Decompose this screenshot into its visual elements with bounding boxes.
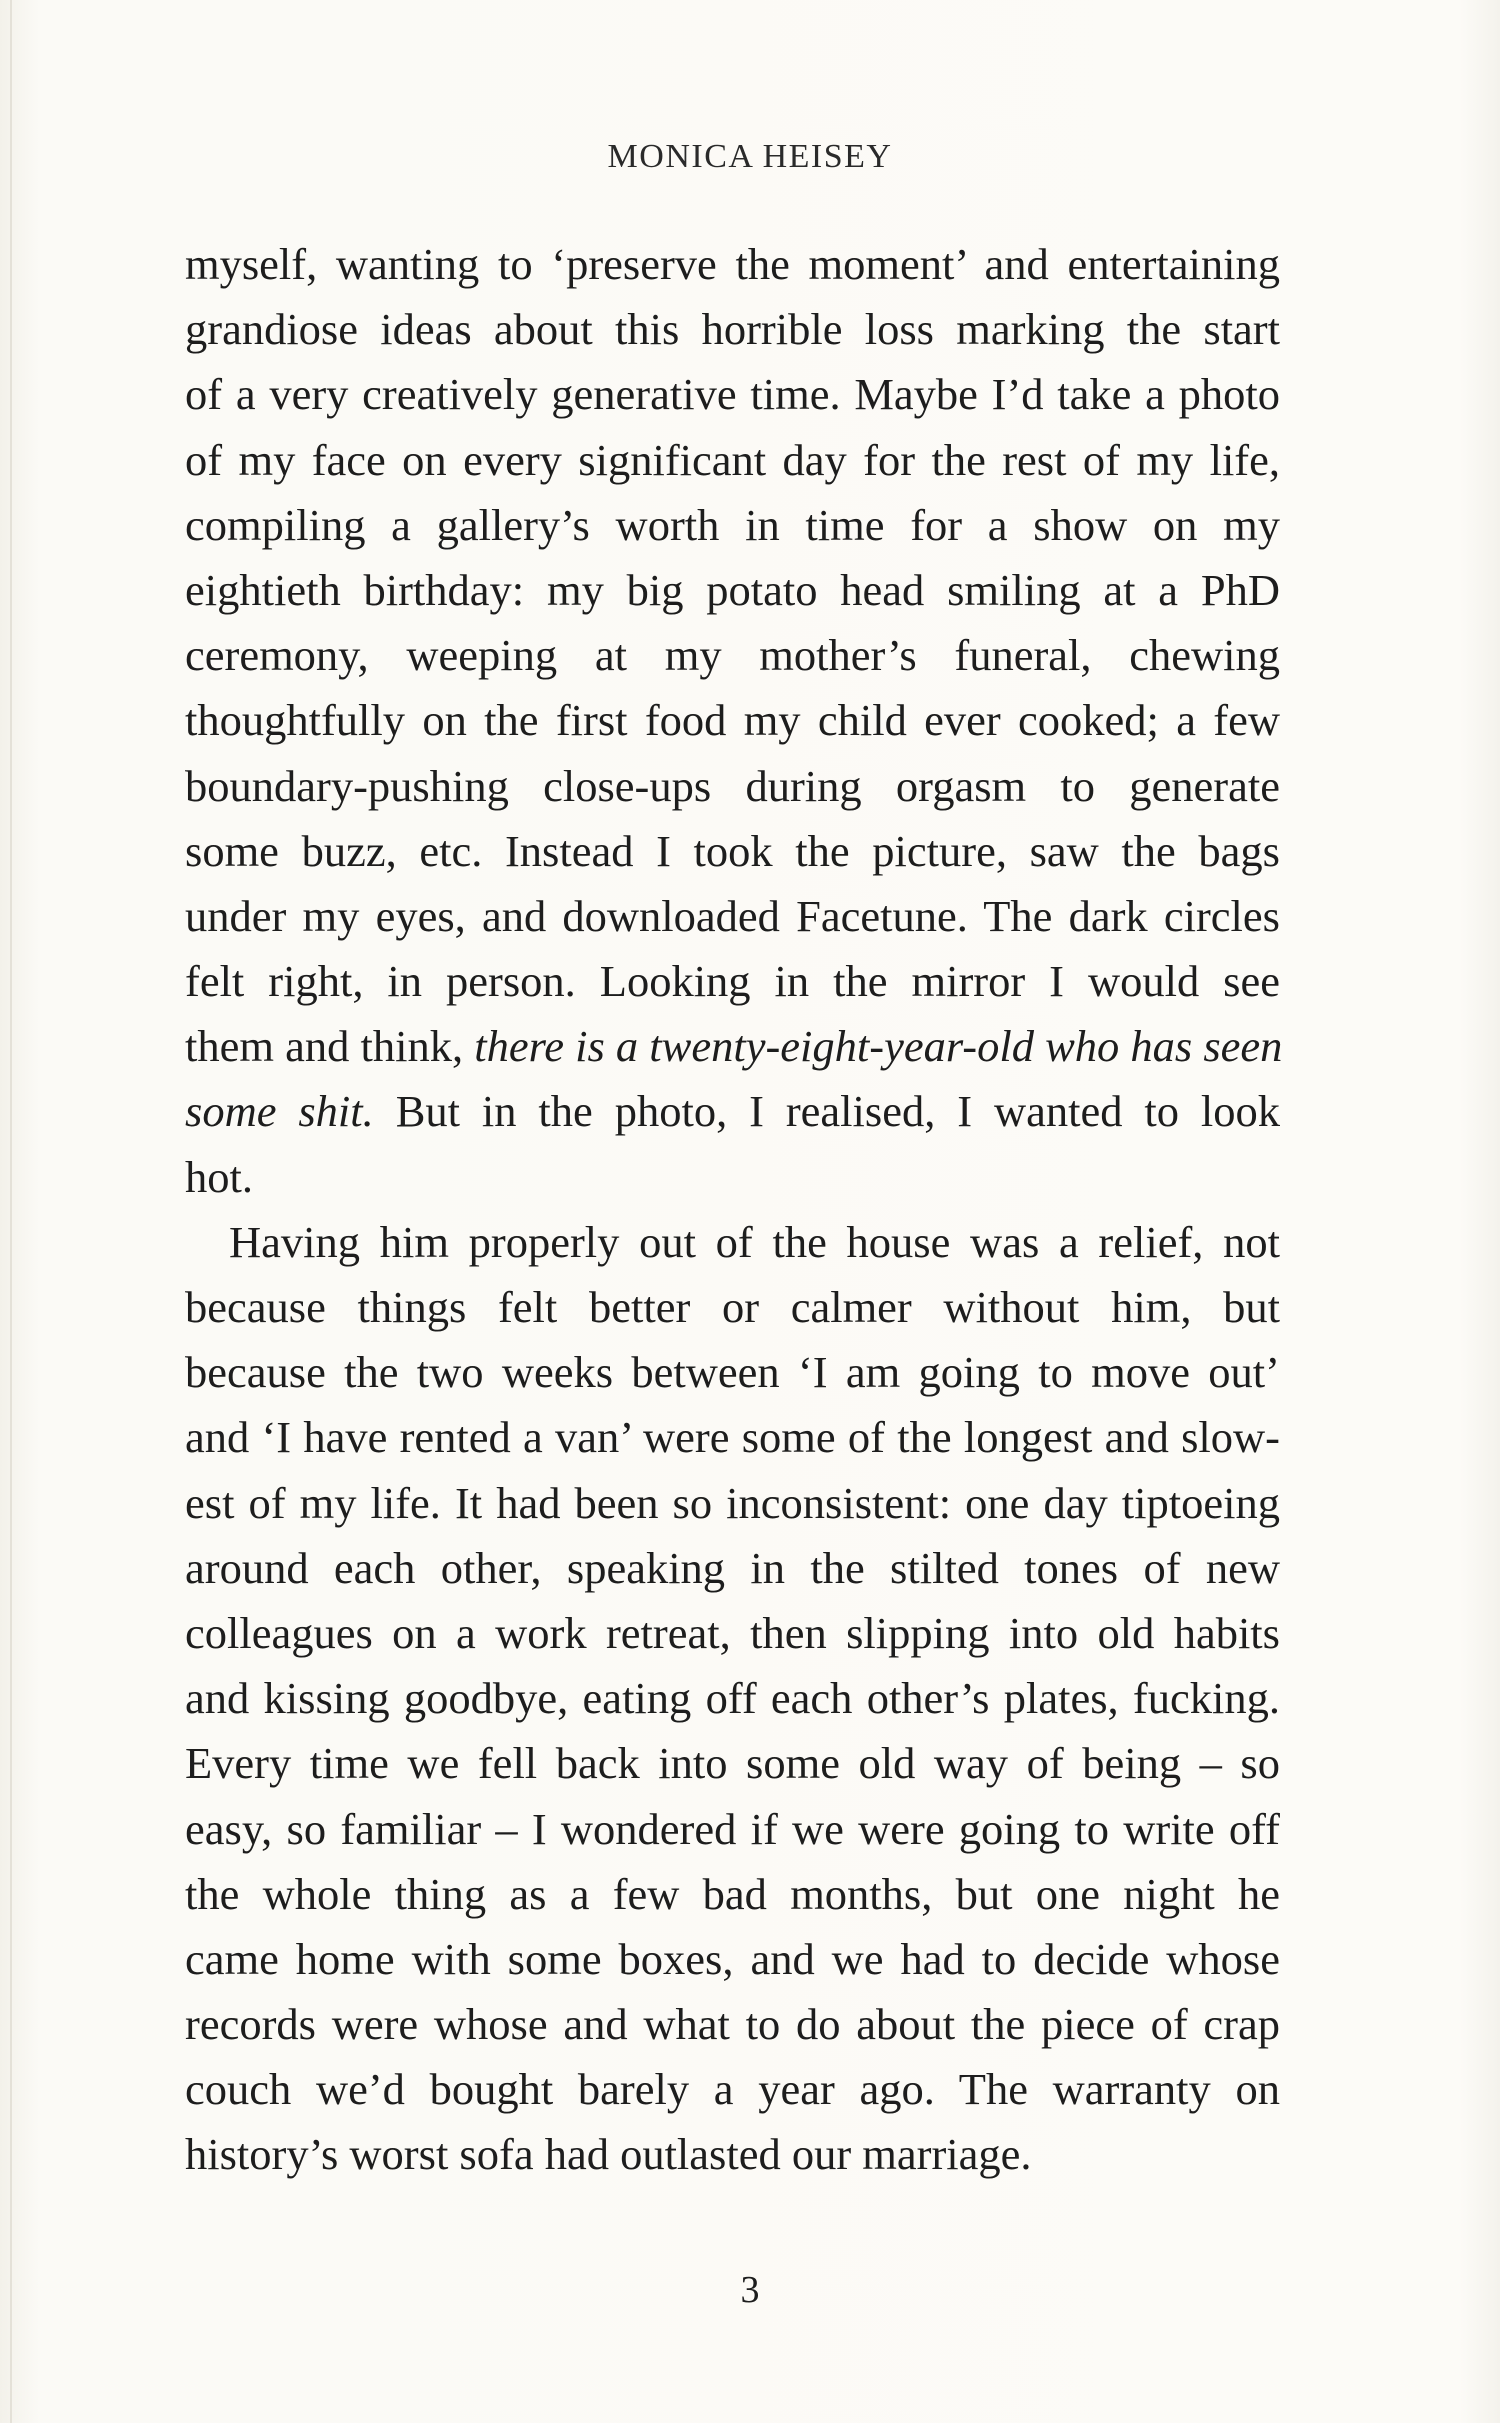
page-edge-shadow — [10, 0, 12, 2423]
text-line: around each other, speaking in the stilted tones of new — [185, 1542, 1280, 1593]
paragraph-1 — [185, 232, 1283, 1210]
text-line: boundary-pushing close-ups during orgasm to generate — [185, 760, 1280, 811]
text-line: under my eyes, and downloaded Facetune. The dark circles — [185, 890, 1280, 941]
text-line: records were whose and what to do about the piece of crap — [185, 1999, 1280, 2050]
text-line: Having him properly out of the house was a relief, not — [229, 1216, 1280, 1267]
text-line — [185, 1079, 1280, 1144]
text-line: compiling a gallery’s worth in time for a show on my — [185, 499, 1280, 550]
text-line: est of my life. It had been so inconsistent: one day tiptoeing — [185, 1477, 1280, 1528]
text-line: the whole thing as a few bad months, but one night he — [185, 1868, 1280, 1919]
text-line: came home with some boxes, and we had to decide whose — [185, 1933, 1280, 1984]
text-line — [185, 1014, 1283, 1079]
text-line: history’s worst sofa had outlasted our marriage. — [185, 2129, 1032, 2180]
text-line: myself, wanting to ‘preserve the moment’ and entertaining — [185, 239, 1280, 289]
text-line: Every time we fell back into some old way of being – so — [185, 1738, 1280, 1789]
paragraph-2 — [185, 1210, 1280, 2188]
text-line: of my face on every significant day for the rest of my life, — [185, 434, 1280, 485]
text-line: grandiose ideas about this horrible loss marking the start — [185, 304, 1280, 355]
text-line: and ‘I have rented a van’ were some of the longest and slow- — [185, 1412, 1280, 1463]
text-line: ceremony, weeping at my mother’s funeral, chewing — [185, 630, 1280, 681]
text-line: because things felt better or calmer without him, but — [185, 1282, 1280, 1332]
text-line: thoughtfully on the first food my child ever cooked; a few — [185, 695, 1280, 746]
text-line: some buzz, etc. Instead I took the picture, saw the bags — [185, 825, 1280, 876]
text-line: of a very creatively generative time. Maybe I’d take a photo — [185, 369, 1280, 420]
text-line: because the two weeks between ‘I am going to move out’ — [185, 1347, 1280, 1398]
text-run: But in the photo, I realised, I wanted to look — [373, 1086, 1281, 1137]
text-line: and kissing goodbye, eating off each other’s plates, fucking. — [185, 1673, 1280, 1724]
text-line: couch we’d bought barely a year ago. The warranty on — [185, 2064, 1280, 2115]
text-line: easy, so familiar – I wondered if we were going to write off — [185, 1803, 1280, 1854]
italic-text: some shit. — [185, 1086, 374, 1137]
running-head: MONICA HEISEY — [607, 138, 893, 175]
page-number: 3 — [740, 2269, 760, 2311]
italic-text: there is a twenty-eight-year-old who has seen — [474, 1021, 1283, 1072]
body-text — [185, 232, 1283, 2188]
text-line: colleagues on a work retreat, then slipping into old habits — [185, 1607, 1280, 1658]
text-run: them and think, — [185, 1021, 475, 1072]
text-line: hot. — [185, 1151, 253, 1202]
text-line: eightieth birthday: my big potato head smiling at a PhD — [185, 564, 1280, 615]
text-line: felt right, in person. Looking in the mirror I would see — [185, 956, 1280, 1007]
